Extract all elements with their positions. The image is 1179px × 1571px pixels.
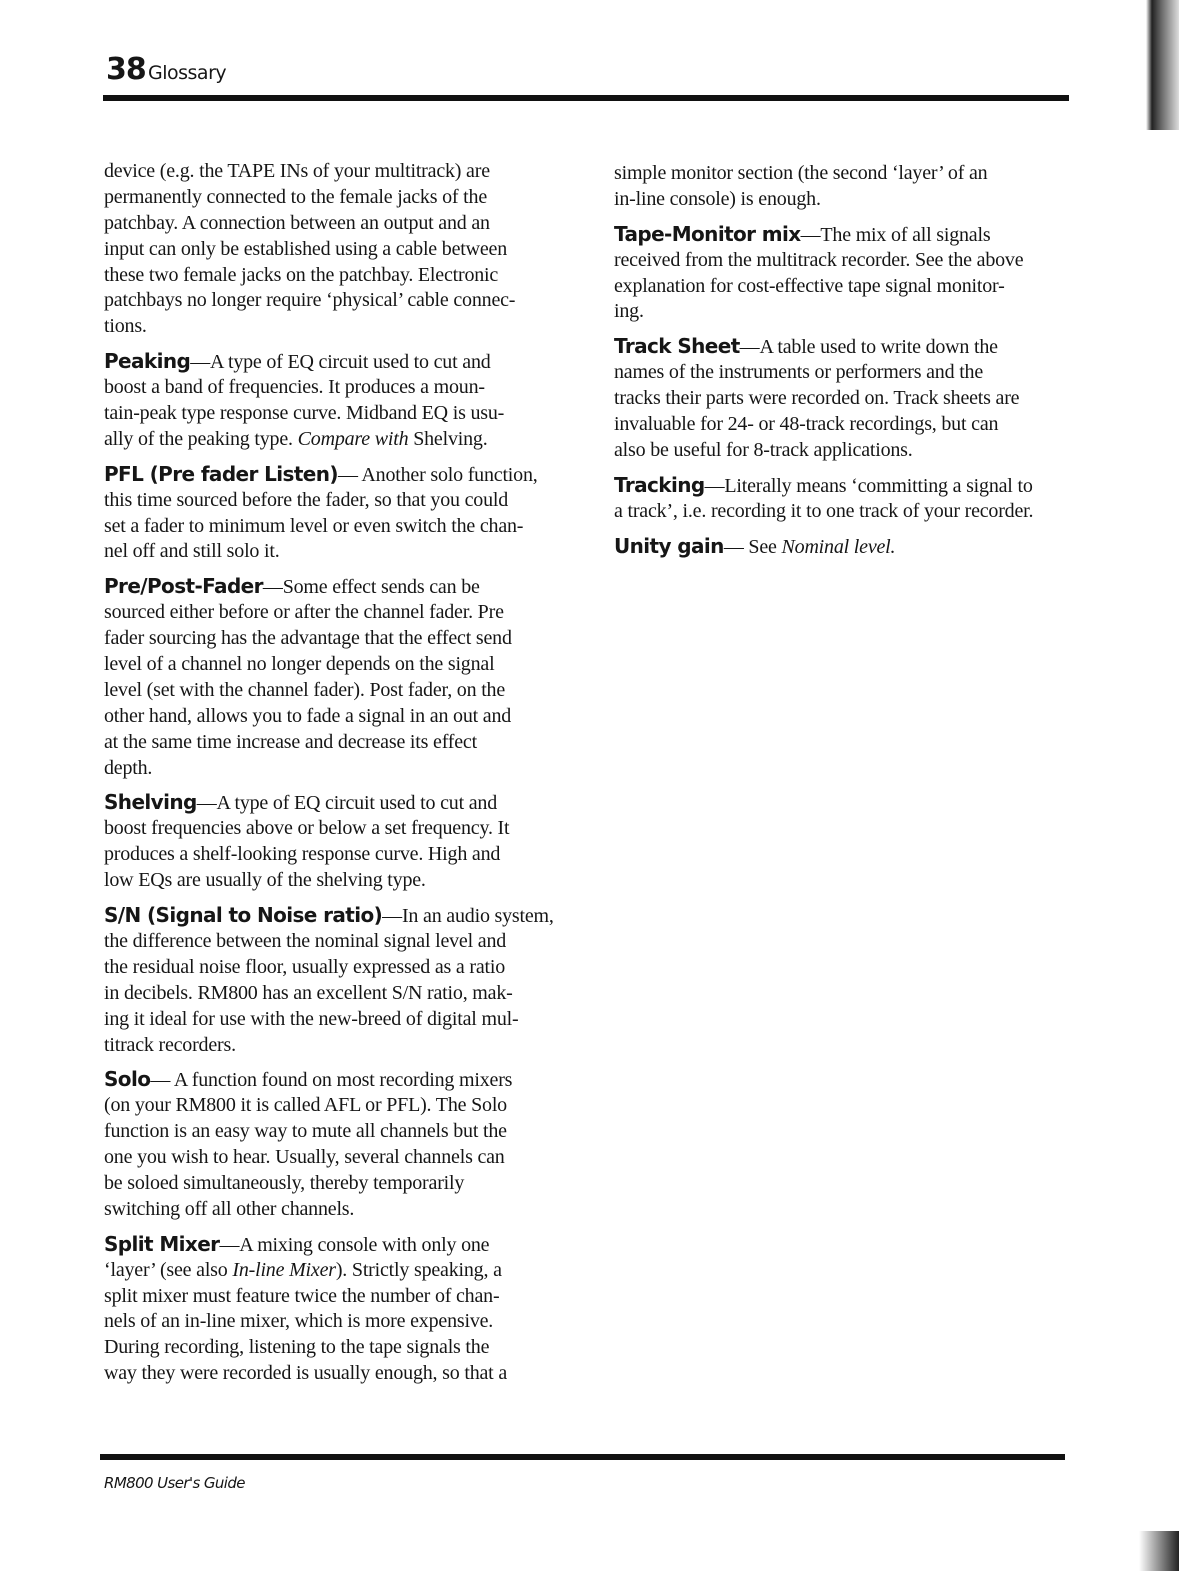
definition-text: this time sourced before the fader, so that you could	[104, 488, 509, 511]
entry-line	[614, 334, 1084, 360]
glossary-entry	[614, 222, 1084, 326]
definition-text: — See	[723, 535, 782, 558]
definition-text: simple monitor section (the second ‘layer’ of an	[614, 162, 988, 184]
definition-text: produces a shelf-looking response curve. High and	[104, 843, 501, 866]
entry-line	[104, 1258, 574, 1284]
entry-line	[104, 903, 574, 929]
entry-line	[104, 756, 574, 782]
entry-line	[104, 488, 574, 514]
glossary-entry	[104, 790, 574, 894]
definition-text: —A type of EQ circuit used to cut and	[190, 351, 491, 374]
entry-line	[104, 574, 574, 600]
definition-text: level (set with the channel fader). Post fader, on the	[104, 678, 506, 701]
entry-line	[104, 1145, 574, 1171]
definition-text: in decibels. RM800 has an excellent S/N ratio, mak-	[104, 981, 513, 1004]
definition-text: level of a channel no longer depends on the signal	[104, 653, 495, 676]
glossary-entry	[614, 161, 1084, 213]
entry-line	[614, 360, 1084, 386]
entry-line	[104, 1309, 574, 1335]
entry-line	[104, 1284, 574, 1310]
entry-line	[614, 299, 1084, 325]
definition-text: in-line console) is enough.	[614, 187, 821, 210]
scan-edge-shadow	[1119, 0, 1179, 130]
entry-line	[614, 499, 1084, 525]
definition-text: low EQs are usually of the shelving type.	[104, 869, 426, 892]
glossary-term: Tape-Monitor mix	[614, 221, 801, 246]
entry-line	[104, 704, 574, 730]
definition-text: —A mixing console with only one	[219, 1233, 490, 1256]
definition-text: —Literally means ‘committing a signal to	[704, 474, 1033, 497]
italic-reference: In-line Mixer	[232, 1258, 336, 1281]
entry-line	[614, 534, 1084, 560]
entry-line	[104, 1171, 574, 1197]
glossary-term: Solo	[104, 1067, 151, 1092]
glossary-term: Shelving	[104, 790, 197, 815]
glossary-entry	[104, 574, 574, 781]
entry-line	[104, 263, 574, 289]
entry-line	[104, 1361, 574, 1387]
entry-line	[104, 1007, 574, 1033]
page-number: 38	[106, 52, 146, 87]
section-title: Glossary	[148, 62, 227, 84]
glossary-entry	[614, 473, 1084, 525]
entry-line	[104, 349, 574, 375]
definition-text: ). Strictly speaking, a	[335, 1258, 502, 1281]
left-column	[104, 159, 574, 1396]
entry-line	[104, 1033, 574, 1059]
glossary-term: Split Mixer	[104, 1231, 220, 1256]
definition-text: device (e.g. the TAPE INs of your multitrack) are	[104, 160, 490, 182]
definition-text: at the same time increase and decrease its effect	[104, 730, 477, 753]
definition-text: switching off all other channels.	[104, 1197, 355, 1220]
entry-line	[614, 438, 1084, 464]
glossary-term: S/N (Signal to Noise ratio)	[104, 903, 383, 928]
glossary-entry	[104, 349, 574, 453]
definition-text: be soloed simultaneously, thereby temporarily	[104, 1171, 465, 1194]
definition-text: fader sourcing has the advantage that the effect send	[104, 627, 512, 650]
definition-text: titrack recorders.	[104, 1033, 236, 1056]
entry-line	[104, 626, 574, 652]
entry-line	[614, 412, 1084, 438]
glossary-term: Pre/Post-Fader	[104, 574, 263, 599]
entry-line	[104, 790, 574, 816]
entry-line	[104, 955, 574, 981]
entry-line	[614, 386, 1084, 412]
glossary-term: PFL (Pre fader Listen)	[104, 461, 338, 486]
definition-text: also be useful for 8-track applications.	[614, 438, 913, 461]
definition-text: boost a band of frequencies. It produces a moun-	[104, 376, 485, 399]
entry-line	[104, 929, 574, 955]
definition-text: nels of an in-line mixer, which is more expensive.	[104, 1310, 494, 1333]
definition-text: a track’, i.e. recording it to one track of your recorder.	[614, 499, 1034, 522]
entry-line	[104, 652, 574, 678]
italic-reference: Nominal level.	[781, 535, 896, 558]
right-column	[614, 161, 1084, 568]
entry-line	[104, 1093, 574, 1119]
definition-text: tions.	[104, 315, 147, 338]
definition-text: invaluable for 24- or 48-track recordings, but can	[614, 413, 999, 436]
glossary-term: Track Sheet	[614, 334, 740, 359]
entry-line	[614, 248, 1084, 274]
entry-line	[104, 401, 574, 427]
glossary-entry	[104, 159, 574, 340]
entry-line	[104, 539, 574, 565]
definition-text: —A table used to write down the	[739, 336, 998, 359]
entry-line	[104, 185, 574, 211]
entry-line	[104, 678, 574, 704]
definition-text: tracks their parts were recorded on. Track sheets are	[614, 387, 1020, 410]
definition-text: input can only be established using a cable between	[104, 237, 508, 260]
definition-text: way they were recorded is usually enough, so that a	[104, 1362, 508, 1385]
entry-line	[104, 1232, 574, 1258]
entry-line	[104, 211, 574, 237]
entry-line	[104, 842, 574, 868]
glossary-term: Peaking	[104, 349, 191, 374]
scan-edge-shadow	[1139, 1531, 1179, 1571]
entry-line	[104, 1197, 574, 1223]
entry-line	[104, 462, 574, 488]
definition-text: permanently connected to the female jacks of the	[104, 185, 488, 208]
entry-line	[104, 237, 574, 263]
definition-text: (on your RM800 it is called AFL or PFL). The Solo	[104, 1094, 507, 1117]
glossary-term: Tracking	[614, 472, 705, 497]
definition-text: patchbay. A connection between an output and an	[104, 211, 490, 234]
definition-text: set a fader to minimum level or even switch the chan-	[104, 514, 524, 537]
entry-line	[614, 187, 1084, 213]
entry-line	[104, 375, 574, 401]
definition-text: tain-peak type response curve. Midband EQ is usu-	[104, 402, 505, 425]
definition-text: received from the multitrack recorder. See the above	[614, 248, 1024, 271]
entry-line	[104, 159, 574, 185]
definition-text: —The mix of all signals	[800, 223, 991, 246]
entry-line	[104, 816, 574, 842]
definition-text: function is an easy way to mute all channels but the	[104, 1120, 507, 1143]
definition-text: Shelving.	[408, 427, 488, 450]
definition-text: During recording, listening to the tape signals the	[104, 1336, 490, 1359]
footer-rule	[100, 1454, 1065, 1460]
footer-title: RM800 User's Guide	[104, 1474, 245, 1492]
glossary-term: Unity gain	[614, 533, 724, 558]
definition-text: explanation for cost-effective tape signal monitor-	[614, 274, 1005, 297]
entry-line	[104, 600, 574, 626]
definition-text: depth.	[104, 756, 153, 779]
definition-text: —In an audio system,	[382, 905, 554, 928]
glossary-entry	[614, 334, 1084, 463]
header-rule	[103, 95, 1069, 101]
definition-text: nel off and still solo it.	[104, 540, 280, 563]
definition-text: —Some effect sends can be	[262, 576, 480, 599]
glossary-entry	[104, 903, 574, 1058]
glossary-entry	[104, 1067, 574, 1222]
glossary-entry	[104, 462, 574, 566]
entry-line	[104, 1335, 574, 1361]
definition-text: sourced either before or after the channel fader. Pre	[104, 601, 504, 624]
definition-text: boost frequencies above or below a set frequency. It	[104, 817, 510, 840]
entry-line	[614, 473, 1084, 499]
entry-line	[104, 981, 574, 1007]
definition-text: the difference between the nominal signal level and	[104, 929, 507, 952]
definition-text: — Another solo function,	[337, 463, 538, 486]
glossary-entry	[614, 534, 1084, 560]
definition-text: patchbays no longer require ‘physical’ cable connec-	[104, 289, 516, 312]
entry-line	[104, 314, 574, 340]
italic-reference: Compare with	[297, 427, 409, 450]
entry-line	[104, 868, 574, 894]
definition-text: —A type of EQ circuit used to cut and	[196, 792, 498, 815]
entry-line	[104, 288, 574, 314]
entry-line	[614, 161, 1084, 187]
definition-text: ing it ideal for use with the new-breed of digital mul-	[104, 1007, 519, 1030]
entry-line	[104, 730, 574, 756]
definition-text: split mixer must feature twice the number of chan-	[104, 1284, 500, 1307]
definition-text: names of the instruments or performers and the	[614, 361, 984, 384]
entry-line	[104, 1119, 574, 1145]
definition-text: other hand, allows you to fade a signal in an out and	[104, 704, 512, 727]
glossary-entry	[104, 1232, 574, 1387]
definition-text: — A function found on most recording mixers	[150, 1069, 513, 1092]
entry-line	[104, 427, 574, 453]
entry-line	[614, 222, 1084, 248]
definition-text: ally of the peaking type.	[104, 427, 298, 450]
entry-line	[104, 514, 574, 540]
entry-line	[104, 1067, 574, 1093]
entry-line	[614, 274, 1084, 300]
definition-text: these two female jacks on the patchbay. Electronic	[104, 263, 499, 286]
definition-text: ing.	[614, 300, 644, 323]
definition-text: the residual noise floor, usually expressed as a ratio	[104, 955, 506, 978]
definition-text: one you wish to hear. Usually, several channels can	[104, 1146, 505, 1169]
definition-text: ‘layer’ (see also	[104, 1258, 233, 1281]
